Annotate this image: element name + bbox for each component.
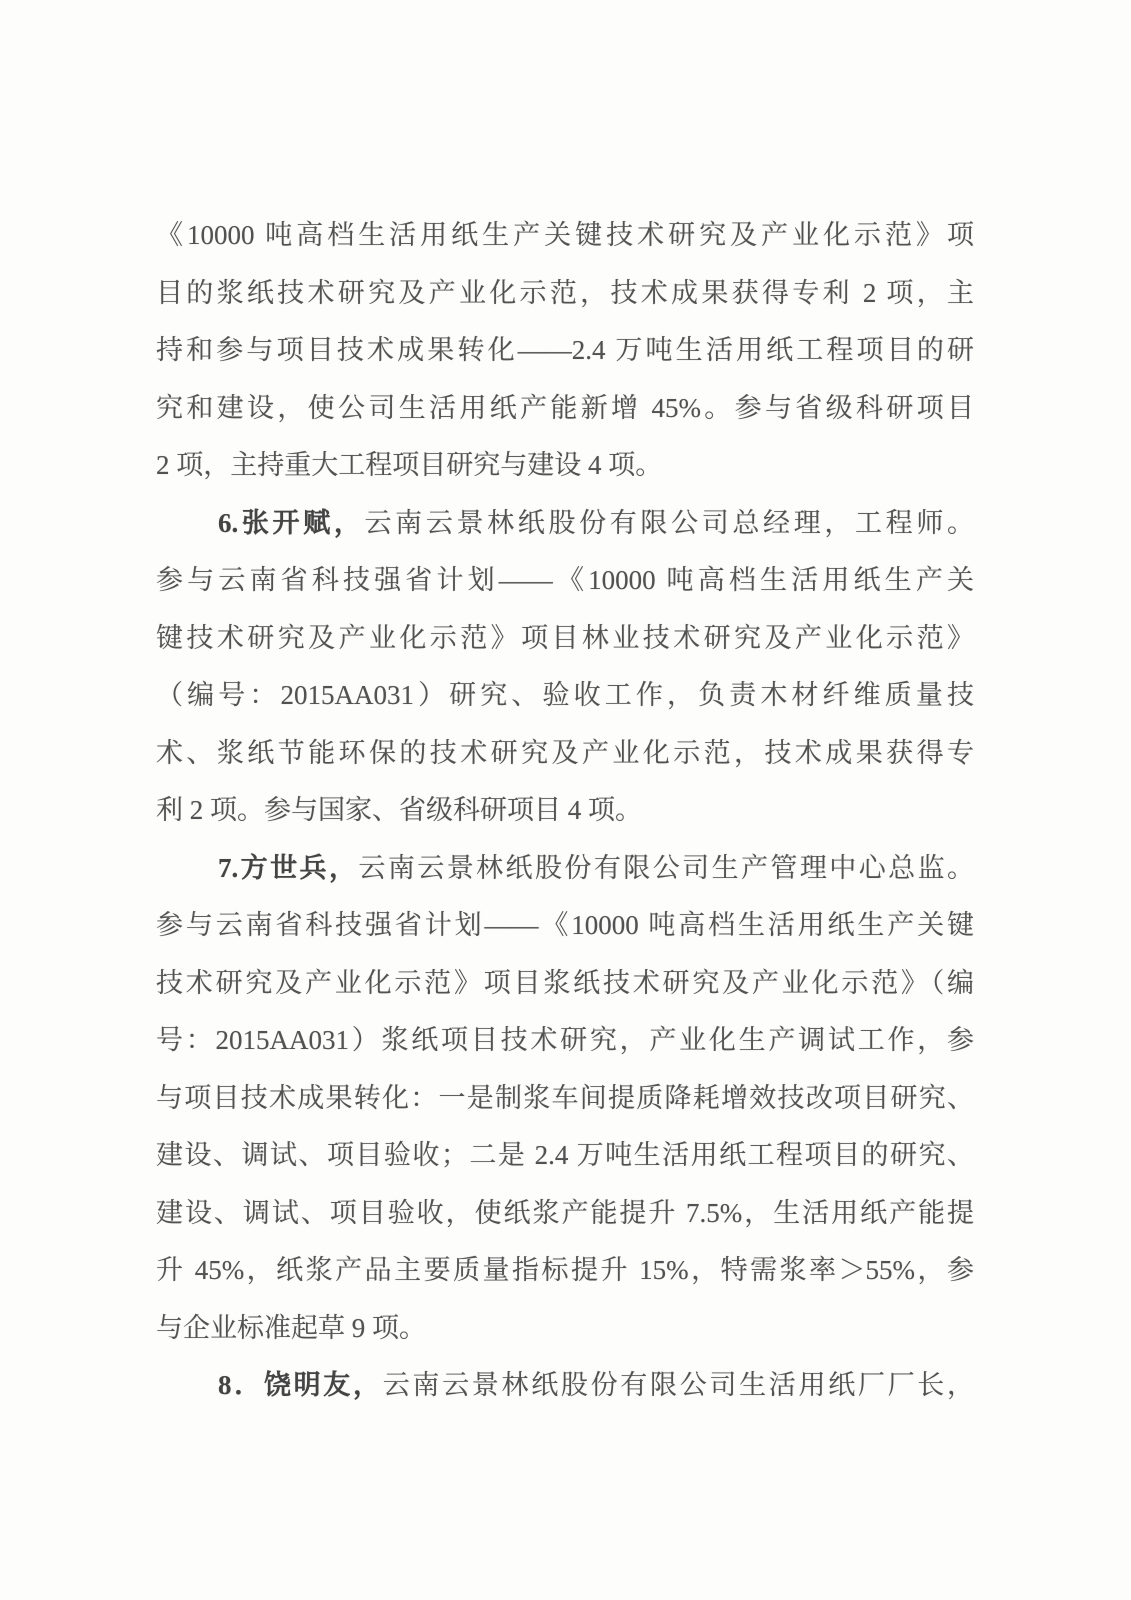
text-run: 与企业标准起草 9 项。 [156, 1312, 426, 1343]
text-run: 目的浆纸技术研究及产业化示范，技术成果获得专利 2 项，主 [156, 277, 974, 308]
text-block [156, 207, 974, 1415]
text-run: 《10000 吨高档生活用纸生产关键技术研究及产业化示范》项 [156, 220, 974, 250]
text-run: 参与云南省科技强省计划——《10000 吨高档生活用纸生产关 [156, 565, 974, 595]
text-run: 升 45%，纸浆产品主要质量指标提升 15%，特需浆率＞55%，参 [156, 1255, 974, 1285]
text-line [156, 1012, 974, 1070]
person-entry-lead: 6.张开赋， [218, 507, 365, 538]
text-run: 云南云景林纸股份有限公司总经理，工程师。 [364, 507, 974, 538]
text-line [156, 380, 974, 438]
text-line [156, 610, 974, 668]
paragraph-entry-7-fang-shibing [156, 840, 974, 1358]
text-run: 利 2 项。参与国家、省级科研项目 4 项。 [156, 795, 642, 825]
text-line [156, 1185, 974, 1243]
text-run: 号：2015AA031）浆纸项目技术研究，产业化生产调试工作，参 [156, 1025, 974, 1055]
text-line [156, 840, 974, 898]
text-run: 持和参与项目技术成果转化——2.4 万吨生活用纸工程项目的研 [156, 335, 974, 365]
text-line [156, 1357, 974, 1415]
paragraph-entry-6-zhang-kaifu [156, 495, 974, 840]
text-run: 云南云景林纸股份有限公司生活用纸厂厂长， [382, 1370, 975, 1400]
text-line [156, 1300, 974, 1358]
text-run: 术、浆纸节能环保的技术研究及产业化示范，技术成果获得专 [156, 737, 974, 768]
text-line [156, 1242, 974, 1300]
text-run: 与项目技术成果转化：一是制浆车间提质降耗增效技改项目研究、 [156, 1082, 974, 1113]
text-line [156, 725, 974, 783]
paragraph-continued-entry-5 [156, 207, 974, 495]
text-run: 键技术研究及产业化示范》项目林业技术研究及产业化示范》 [156, 622, 974, 653]
text-run: 建设、调试、项目验收，使纸浆产能提升 7.5%，生活用纸产能提 [156, 1197, 974, 1228]
text-line [156, 495, 974, 553]
text-line [156, 322, 974, 380]
text-line [156, 1127, 974, 1185]
person-entry-lead: 8．饶明友， [218, 1370, 383, 1400]
text-line [156, 667, 974, 725]
text-run: 2 项，主持重大工程项目研究与建设 4 项。 [156, 450, 663, 480]
text-run: 技术研究及产业化示范》项目浆纸技术研究及产业化示范》（编 [156, 967, 974, 998]
text-line [156, 265, 974, 323]
text-line [156, 207, 974, 265]
text-run: 究和建设，使公司生活用纸产能新增 45%。参与省级科研项目 [156, 392, 974, 423]
text-line [156, 897, 974, 955]
text-line [156, 955, 974, 1013]
text-line [156, 437, 974, 495]
text-line [156, 1070, 974, 1128]
text-run: 建设、调试、项目验收；二是 2.4 万吨生活用纸工程项目的研究、 [156, 1140, 974, 1170]
text-line [156, 552, 974, 610]
text-run: 云南云景林纸股份有限公司生产管理中心总监。 [358, 852, 975, 883]
paragraph-entry-8-rao-mingyou [156, 1357, 974, 1415]
person-entry-lead: 7.方世兵， [218, 852, 359, 883]
text-line [156, 782, 974, 840]
text-run: （编号：2015AA031）研究、验收工作，负责木材纤维质量技 [156, 680, 974, 710]
text-run: 参与云南省科技强省计划——《10000 吨高档生活用纸生产关键 [156, 910, 974, 940]
